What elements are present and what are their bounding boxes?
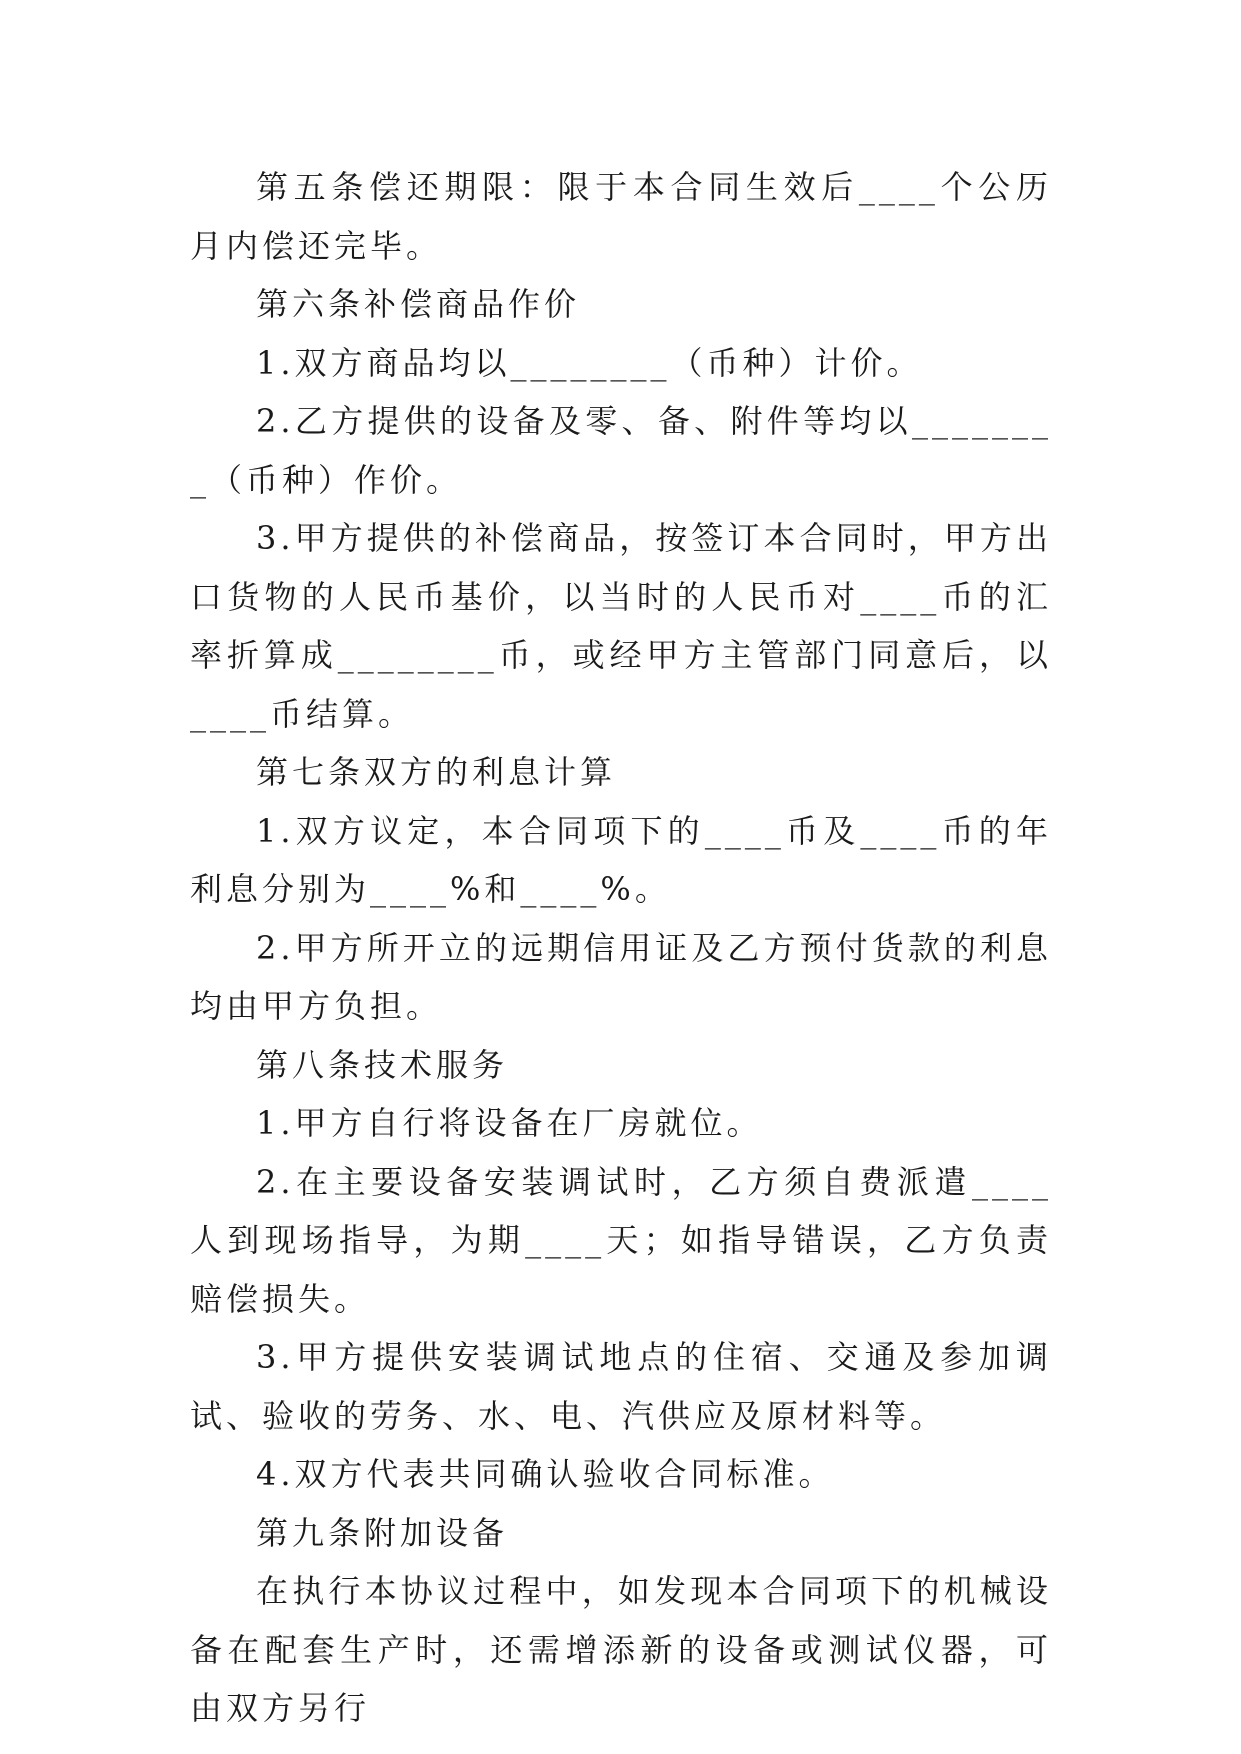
article-7-clause-1: 1.双方议定，本合同项下的____币及____币的年利息分别为____%和____%。	[190, 811, 1052, 908]
article-6-heading: 第六条补偿商品作价	[256, 285, 581, 323]
article-6-clause-1: 1.双方商品均以________（币种）计价。	[256, 343, 923, 382]
article-8-clause-1: 1.甲方自行将设备在厂房就位。	[256, 1104, 763, 1142]
article-7-clause-2: 2.甲方所开立的远期信用证及乙方预付货款的利息均由甲方负担。	[190, 928, 1052, 1025]
document-body	[190, 158, 1052, 1738]
article-9-body: 在执行本协议过程中，如发现本合同项下的机械设备在配套生产时，还需增添新的设备或测试仪器，可由双方另行	[190, 1572, 1052, 1727]
article-8-clause-3: 3.甲方提供安装调试地点的住宿、交通及参加调试、验收的劳务、水、电、汽供应及原材料等。	[190, 1338, 1052, 1435]
article-7-heading: 第七条双方的利息计算	[256, 753, 617, 791]
article-8-heading: 第八条技术服务	[256, 1045, 509, 1084]
article-9-heading: 第九条附加设备	[256, 1513, 509, 1552]
article-5-repayment-term: 第五条偿还期限：限于本合同生效后____个公历月内偿还完毕。	[190, 168, 1052, 265]
article-6-clause-2: 2.乙方提供的设备及零、备、附件等均以________（币种）作价。	[190, 402, 1052, 499]
article-8-clause-2: 2.在主要设备安装调试时，乙方须自费派遣____人到现场指导，为期____天；如指导错误，乙方负责赔偿损失。	[190, 1162, 1052, 1318]
article-8-clause-4: 4.双方代表共同确认验收合同标准。	[256, 1455, 835, 1493]
article-6-clause-3: 3.甲方提供的补偿商品，按签订本合同时，甲方出口货物的人民币基价，以当时的人民币对____币的汇率折算成________币，或经甲方主管部门同意后，以____币结算。	[190, 519, 1052, 733]
